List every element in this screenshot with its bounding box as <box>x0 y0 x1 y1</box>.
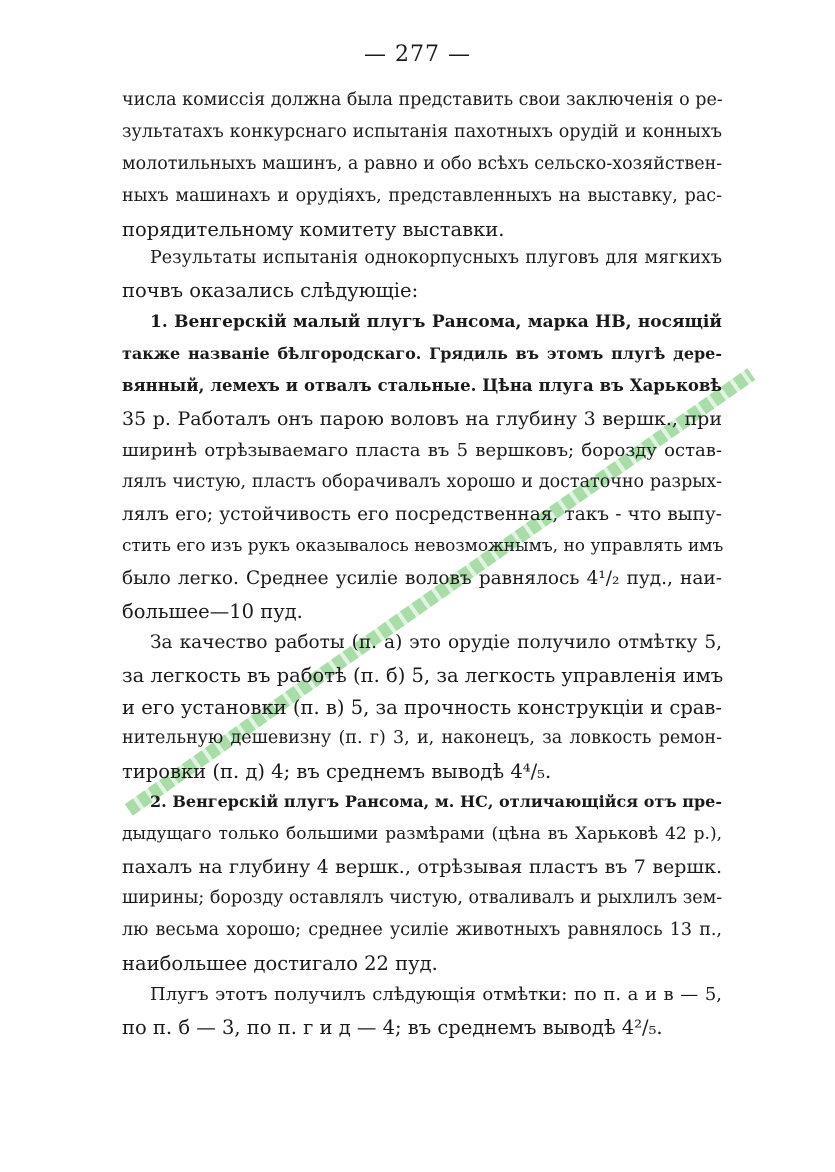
text-line: 35 р. Работалъ онъ парою воловъ на глубину 3 вершк., при <box>122 408 722 430</box>
text-line: лялъ чистую, пластъ оборачивалъ хорошо и достаточно разрых- <box>122 472 722 492</box>
text-line: тировки (п. д) 4; въ среднемъ выводѣ 4⁴/₅. <box>122 760 552 783</box>
text-line: ныхъ машинахъ и орудіяхъ, представленныхъ на выставку, рас- <box>122 186 722 206</box>
page-number: — 277 — <box>364 42 471 67</box>
text-line: зультатахъ конкурснаго испытанія пахотныхъ орудій и конныхъ <box>122 122 722 142</box>
text-line: ширинѣ отрѣзываемаго пласта въ 5 вершковъ; борозду остав- <box>122 440 722 461</box>
text-line: Результаты испытанія однокорпусныхъ плуговъ для мягкихъ <box>150 248 722 268</box>
text-line: также названіе бѣлгородскаго. Грядиль въ этомъ плугѣ дере- <box>122 344 722 363</box>
text-line: почвъ оказались слѣдующіе: <box>122 279 419 302</box>
text-line: и его установки (п. в) 5, за прочность конструкціи и срав- <box>122 696 722 719</box>
text-line: нительную дешевизну (п. г) 3, и, наконецъ, за ловкость ремон- <box>122 728 722 748</box>
text-line: числа комиссія должна была представить свои заключенія о ре- <box>122 90 723 110</box>
text-line: 1. Венгерскій малый плугъ Рансома, марка НВ, носящій <box>150 312 722 332</box>
text-line: стить его изъ рукъ оказывалось невозможнымъ, но управлять имъ <box>122 536 724 556</box>
text-line: дыдущаго только большими размѣрами (цѣна въ Харьковѣ 42 р.), <box>122 824 722 844</box>
text-line: наибольшее достигало 22 пуд. <box>122 952 438 975</box>
text-line: за легкость въ работѣ (п. б) 5, за легкость управленія имъ <box>122 664 724 687</box>
text-line: большее—10 пуд. <box>122 600 303 623</box>
text-line: лялъ его; устойчивость его посредственная, такъ - что выпу- <box>122 504 722 525</box>
text-line: молотильныхъ машинъ, а равно и обо всѣхъ сельско-хозяйствен- <box>122 154 723 174</box>
text-line: пахалъ на глубину 4 вершк., отрѣзывая пластъ въ 7 вершк. <box>122 856 722 878</box>
text-line: вянный, лемехъ и отвалъ стальные. Цѣна плуга въ Харьковѣ <box>122 376 722 395</box>
text-line: по п. б — 3, по п. г и д — 4; въ среднемъ выводѣ 4²/₅. <box>122 1016 663 1039</box>
text-line: было легко. Среднее усиліе воловъ равнялось 4¹/₂ пуд., наи- <box>122 568 722 589</box>
text-line: Плугъ этотъ получилъ слѣдующія отмѣтки: по п. а и в — 5, <box>150 984 722 1005</box>
text-line: лю весьма хорошо; среднее усиліе животныхъ равнялось 13 п., <box>122 920 722 940</box>
library-watermark-stripe <box>125 368 756 815</box>
text-line: 2. Венгерскій плугъ Рансома, м. НС, отличающійся отъ пре- <box>150 792 722 811</box>
text-line: порядительному комитету выставки. <box>122 218 505 241</box>
text-line: ширины; борозду оставлялъ чистую, отваливалъ и рыхлилъ зем- <box>122 888 723 908</box>
text-line: За качество работы (п. а) это орудіе получило отмѣтку 5, <box>150 632 722 653</box>
